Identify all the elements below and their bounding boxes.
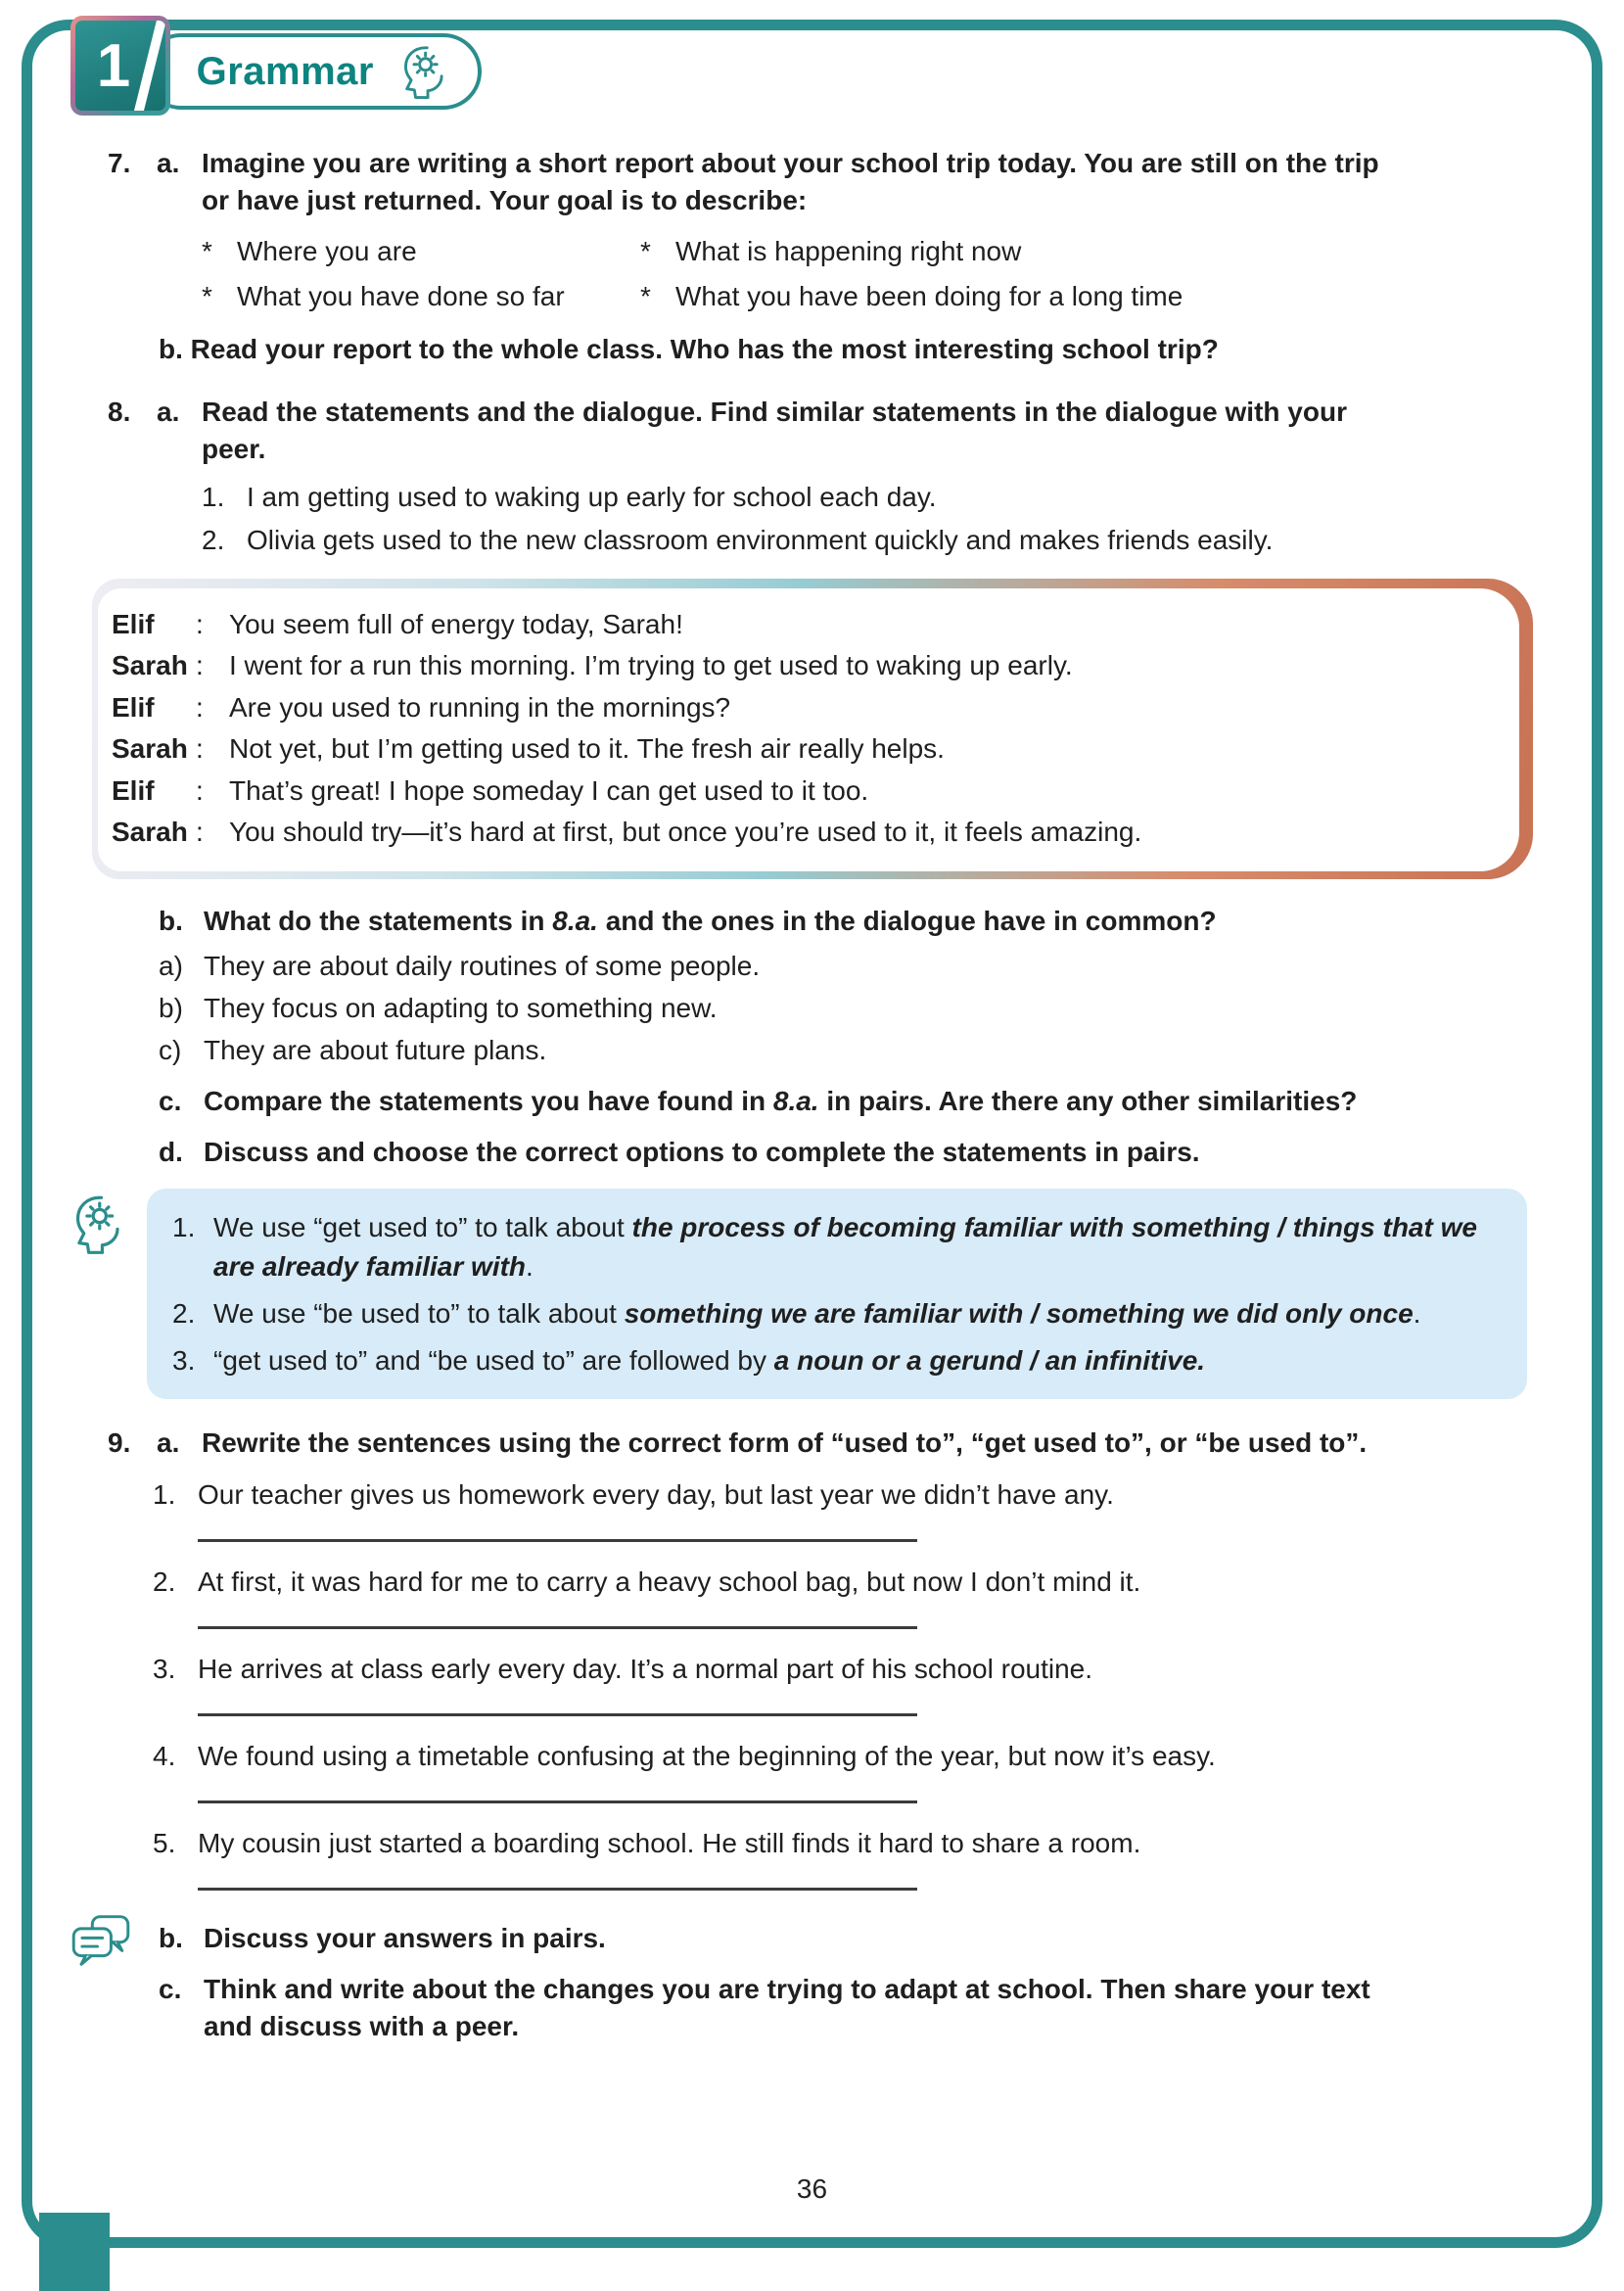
sentence-text: My cousin just started a boarding school. He still finds it hard to share a room. — [198, 1827, 1141, 1858]
part-label: a. — [157, 148, 180, 178]
describe-goals-list — [202, 233, 1380, 315]
speaker-name: Sarah — [112, 733, 188, 765]
page-title: Grammar — [196, 49, 374, 93]
dialogue-line — [112, 771, 1496, 813]
speaker-name: Sarah — [112, 817, 188, 848]
speaker-colon: : — [196, 774, 204, 806]
exercise-number: 7. — [108, 148, 131, 178]
bullet-marker: * — [202, 236, 212, 267]
statement-number: 1. — [202, 481, 225, 512]
statement-number: 2. — [202, 524, 225, 555]
rule-text — [213, 1294, 1502, 1333]
page-number: 36 — [796, 2174, 828, 2204]
bottom-left-tab — [39, 2213, 110, 2291]
sentence-number: 5. — [153, 1827, 176, 1858]
bullet-item: Where you are — [237, 236, 417, 267]
sentence-number: 2. — [153, 1566, 176, 1597]
option-letter: c) — [159, 1035, 182, 1066]
unit-number: 1 — [96, 31, 131, 100]
instruction-8a — [108, 394, 1380, 468]
instruction-post: in pairs. Are there any other similarities? — [818, 1086, 1358, 1117]
dialogue-text: You should try—it’s hard at first, but once you’re used to it, it feels amazing. — [229, 817, 1142, 848]
speaker-name: Elif — [112, 691, 155, 723]
statement-item — [202, 479, 1380, 516]
option-text: They are about future plans. — [204, 1035, 547, 1066]
sentence-text: We found using a timetable confusing at the beginning of the year, but now it’s easy. — [198, 1740, 1216, 1771]
instruction-text: Rewrite the sentences using the correct form of “used to”, “get used to”, or “be used to”. — [202, 1427, 1368, 1459]
instruction-9b — [159, 1920, 1380, 1957]
instruction-post: and the ones in the dialogue have in common? — [597, 905, 1217, 936]
part-label: c. — [159, 1086, 182, 1117]
part-label: b. — [159, 905, 183, 936]
part-label: d. — [159, 1137, 183, 1168]
exercise-reference: 8.a. — [552, 905, 598, 936]
sentence-text: At first, it was hard for me to carry a heavy school bag, but now I don’t mind it. — [198, 1566, 1141, 1597]
statements-list — [202, 479, 1380, 559]
rule-pre: “get used to” and “be used to” are followed by — [213, 1344, 774, 1376]
option-letter: a) — [159, 951, 183, 982]
instruction-7b — [159, 331, 1380, 368]
dialogue-line — [112, 728, 1496, 771]
instruction-text: Read the statements and the dialogue. Find similar statements in the dialogue with your peer. — [202, 397, 1347, 465]
speaker-colon: : — [196, 608, 204, 639]
rule-item — [172, 1294, 1502, 1333]
statement-item — [202, 522, 1380, 559]
thinking-head-gear-icon — [395, 43, 452, 100]
sentence-item — [153, 1825, 1380, 1891]
instruction-9a — [108, 1425, 1380, 1462]
bullet-marker: * — [640, 281, 651, 312]
dialogue-line — [112, 812, 1496, 854]
instruction-text: Discuss and choose the correct options to complete the statements in pairs. — [204, 1137, 1200, 1168]
answer-blank — [198, 1800, 917, 1803]
speaker-colon: : — [196, 733, 204, 765]
part-label: a. — [157, 1427, 180, 1459]
speaker-colon: : — [196, 691, 204, 723]
rule-number: 3. — [172, 1344, 196, 1376]
rule-text — [213, 1208, 1502, 1286]
option-item — [159, 948, 1380, 985]
part-label: b. — [159, 334, 183, 365]
sentence-number: 1. — [153, 1478, 176, 1510]
speech-bubbles-icon — [69, 1912, 133, 1969]
exercise-number: 9. — [108, 1427, 131, 1459]
sentence-number: 3. — [153, 1653, 176, 1684]
instruction-pre: Compare the statements you have found in — [204, 1086, 773, 1117]
answer-blank — [198, 1626, 917, 1629]
bullet-item: What is happening right now — [675, 236, 1022, 267]
rewrite-sentences-list — [153, 1476, 1380, 1891]
instruction-text — [204, 903, 1380, 940]
dialogue-box-inner — [98, 588, 1519, 871]
sentence-item — [153, 1738, 1380, 1803]
instruction-8d — [159, 1134, 1380, 1171]
instruction-8b — [159, 903, 1380, 940]
rule-choice: something we are familiar with / something we did only once — [624, 1297, 1414, 1329]
exercise-number: 8. — [108, 397, 131, 428]
bullet-item: What you have done so far — [237, 281, 565, 312]
dialogue-text: That’s great! I hope someday I can get used to it too. — [229, 774, 869, 806]
instruction-text: Imagine you are writing a short report about your school trip today. You are still on the trip or have just returned. Your goal is to describe: — [202, 148, 1379, 216]
bullet-item: What you have been doing for a long time — [675, 281, 1183, 312]
part-label: b. — [159, 1922, 183, 1953]
statement-text: Olivia gets used to the new classroom environment quickly and makes friends easily. — [247, 524, 1274, 555]
grammar-rules-section — [147, 1189, 1527, 1399]
instruction-text: Think and write about the changes you are trying to adapt at school. Then share your text and discuss with a peer. — [204, 1974, 1370, 2042]
section-title-pill — [143, 33, 482, 110]
speaker-name: Sarah — [112, 650, 188, 681]
grammar-rules-box — [147, 1189, 1527, 1399]
bullet-marker: * — [640, 236, 651, 267]
rule-number: 2. — [172, 1297, 196, 1329]
rule-post: . — [526, 1251, 534, 1283]
exercise-9 — [108, 1425, 1380, 2045]
dialogue-text: Are you used to running in the mornings? — [229, 691, 731, 723]
instruction-8c — [159, 1083, 1380, 1120]
rule-number: 1. — [172, 1212, 196, 1243]
instruction-text — [204, 1083, 1380, 1120]
answer-blank — [198, 1539, 917, 1542]
pairwork-section — [108, 1920, 1380, 2045]
instruction-9c — [159, 1971, 1380, 2045]
sentence-item — [153, 1476, 1380, 1542]
exercise-reference: 8.a. — [772, 1086, 819, 1117]
sentence-text: He arrives at class early every day. It’s a normal part of his school routine. — [198, 1653, 1093, 1684]
unit-number-badge — [70, 16, 170, 116]
instruction-text: Discuss your answers in pairs. — [204, 1922, 606, 1953]
bullet-marker: * — [202, 281, 212, 312]
options-list — [159, 948, 1380, 1069]
speech-bubbles-icon-holder — [69, 1912, 133, 1969]
dialogue-line — [112, 604, 1496, 646]
option-item — [159, 1032, 1380, 1069]
rule-pre: We use “get used to” to talk about — [213, 1212, 632, 1243]
speaker-name: Elif — [112, 774, 155, 806]
rule-text — [213, 1341, 1502, 1380]
option-text: They are about daily routines of some people. — [204, 951, 761, 982]
grammar-tip-icon-holder — [67, 1192, 129, 1255]
dialogue-text: Not yet, but I’m getting used to it. The fresh air really helps. — [229, 733, 945, 765]
option-item — [159, 990, 1380, 1027]
part-label: a. — [157, 397, 180, 428]
answer-blank — [198, 1713, 917, 1716]
rule-item — [172, 1341, 1502, 1380]
instruction-text: Read your report to the whole class. Who has the most interesting school trip? — [190, 334, 1219, 365]
unit-number-badge-inner — [75, 21, 165, 111]
dialogue-line — [112, 645, 1496, 687]
exercise-8 — [108, 394, 1380, 1171]
sentence-number: 4. — [153, 1740, 176, 1771]
dialogue-text: I went for a run this morning. I’m trying to get used to waking up early. — [229, 650, 1073, 681]
rule-pre: We use “be used to” to talk about — [213, 1297, 625, 1329]
speaker-name: Elif — [112, 608, 155, 639]
rule-choice: a noun or a gerund / an infinitive. — [773, 1344, 1206, 1376]
dialogue-line — [112, 687, 1496, 729]
exercise-7 — [108, 145, 1380, 368]
thinking-head-gear-icon — [67, 1192, 129, 1255]
statement-text: I am getting used to waking up early for school each day. — [247, 481, 937, 512]
rule-choice: the process of becoming familiar with something / things that we are already familiar with — [213, 1212, 1477, 1283]
part-label: c. — [159, 1974, 182, 2004]
instruction-7a — [108, 145, 1380, 219]
sentence-item — [153, 1651, 1380, 1716]
page-content — [108, 145, 1477, 2045]
option-text: They focus on adapting to something new. — [204, 993, 718, 1024]
rule-item — [172, 1208, 1502, 1286]
dialogue-text: You seem full of energy today, Sarah! — [229, 608, 683, 639]
speaker-colon: : — [196, 650, 204, 681]
answer-blank — [198, 1888, 917, 1891]
speaker-colon: : — [196, 817, 204, 848]
rule-post: . — [1413, 1297, 1421, 1329]
sentence-item — [153, 1564, 1380, 1629]
option-letter: b) — [159, 993, 183, 1024]
dialogue-box — [92, 579, 1533, 879]
instruction-pre: What do the statements in — [204, 905, 553, 936]
sentence-text: Our teacher gives us homework every day, but last year we didn’t have any. — [198, 1478, 1114, 1510]
